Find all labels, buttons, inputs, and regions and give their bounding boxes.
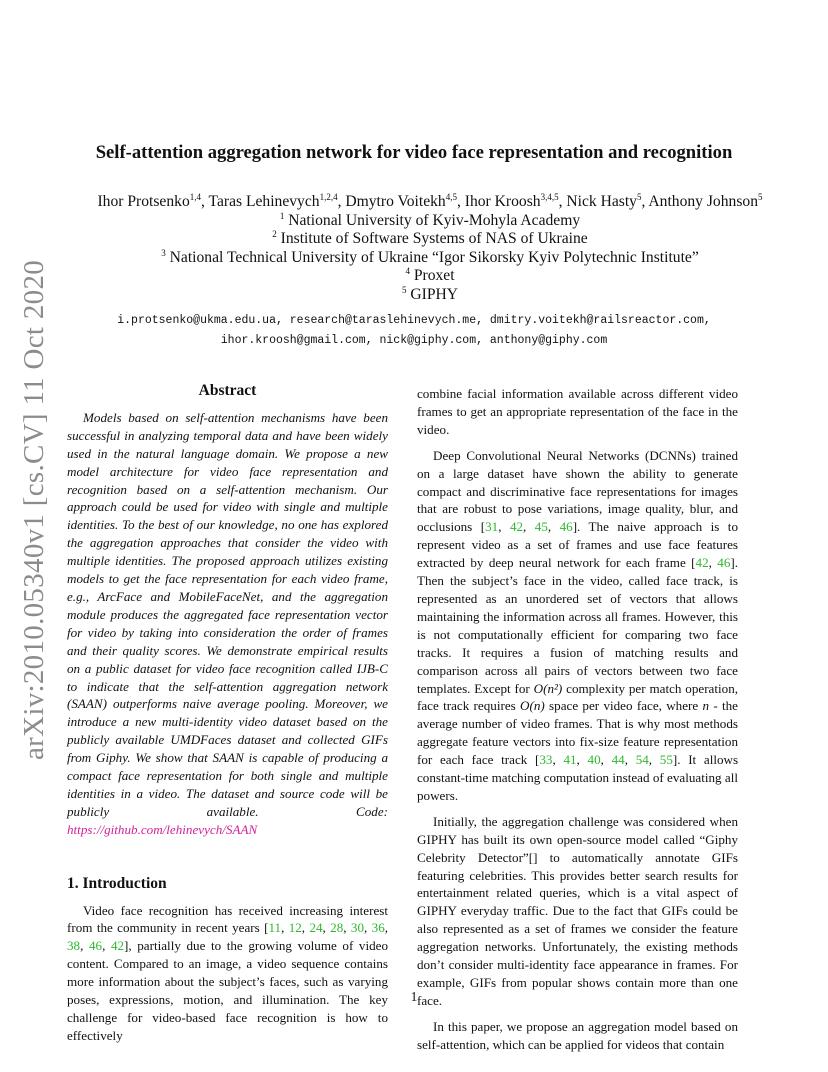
email-block (40, 311, 788, 351)
paragraph: combine facial information available across different video frames to get an appropriate representation of the face in the video. (417, 386, 738, 437)
right-column (417, 385, 738, 1054)
author-affil: 5 (636, 192, 642, 202)
author-name: Anthony Johnson (648, 193, 758, 210)
paragraph: In this paper, we propose an aggregation model based on self-attention, which can be applied for videos that contain (417, 1018, 738, 1052)
author-block (40, 193, 820, 304)
author-list: Ihor Protsenko$^{1,4}$, Taras Lehinevych$^{1,2,4}$, Dmytro Voitekh$^{4,5}$, Ihor Kroosh$^{3,4,5}$, Nick Hasty$^5$, Anthony Johnson$^5$ (97, 192, 763, 210)
citation-link[interactable]: 42 (110, 938, 125, 954)
intro-paragraph: Video face recognition has received increasing interest from the community in recent years [11, 12, 24, 28, 30, 36, 38, 46, 42], partially due to the growing volume of video content. Compared to an image, a video sequence contains more information about the subject’s faces, such as varying poses, expressions, motion, and illumination. The key challenge for video-based face recognition is how to effectively (67, 902, 389, 1043)
affiliation-line: $^4$ Proxet (405, 266, 455, 284)
citation-link[interactable]: 12 (288, 920, 302, 936)
code-link[interactable]: https://github.com/lehinevych/SAAN (67, 821, 258, 837)
citation-link[interactable]: 46 (88, 938, 103, 954)
paragraph: Initially, the aggregation challenge was considered when GIPHY has built its own open-source model called “Giphy Celebrity Detector”[] to automatically annotate GIFs featuring celebrities. This provides better search results for entertainment related queries, which is a vital aspect of GIPHY everyday traffic. Due to the fact that GIFs could be also represented as a set of frames we consider the feature aggregation networks. Unfortunately, the existing methods don’t consider multi-identity face appearance in frames. For example, GIFs from popular shows contain more than one face. (417, 813, 738, 1008)
paragraph: Deep Convolutional Neural Networks (DCNNs) trained on a large dataset have shown the ability to generate compact and discriminative face representations for images that are robust to pose variations, image quality, blur, and occlusions [31, 42, 45, 46]. The naive approach is to represent video as a set of frames and use face features extracted by deep neural network for each frame [42, 46]. Then the subject’s face in the video, called face track, is represented as an unordered set of vectors that allows maintaining the information across all frames. However, this is not computationally efficient for comparing two face tracks. It requires a fusion of matching results and comparison across all pairs of vectors between two face templates. Except for O(n²) complexity per match operation, face track requires O(n) space per video face, where n - the average number of video frames. That is why most methods aggregate feature vectors into fix-size feature representation for each face track [33, 41, 40, 44, 54, 55]. It allows constant-time matching computation instead of evaluating all powers. (417, 447, 739, 803)
math-expression: n (702, 698, 710, 714)
citation-link[interactable]: 46 (559, 519, 573, 535)
email-line: ihor.kroosh@gmail.com, nick@giphy.com, anthony@giphy.com (220, 334, 608, 347)
paper-title: Self-attention aggregation network for video face representation and recognition (95, 142, 733, 163)
abstract-heading: Abstract (198, 382, 257, 399)
citation-link[interactable]: 28 (330, 920, 344, 936)
author-affil: 5 (758, 192, 763, 202)
citation-link[interactable]: 33 (539, 752, 553, 768)
author-name: Ihor Kroosh (464, 193, 541, 210)
citation-link[interactable]: 54 (635, 752, 649, 768)
citation-link[interactable]: 41 (563, 752, 577, 768)
affiliation-line: $^1$ National University of Kyiv-Mohyla Academy (279, 210, 581, 229)
arxiv-stamp-text: arXiv:2010.05340v1 [cs.CV] 11 Oct 2020 (18, 259, 50, 760)
author-name: Taras Lehinevych (208, 193, 320, 210)
affiliation-line: $^5$ GIPHY (401, 284, 459, 303)
citation-link[interactable]: 11 (268, 920, 282, 936)
section-heading-introduction: 1. Introduction (67, 874, 167, 892)
affiliation-line: $^3$ National Technical University of Ukraine “Igor Sikorsky Kyiv Polytechnic Institute” (161, 247, 699, 266)
citation-link[interactable]: 55 (659, 752, 673, 768)
author-affil: 4,5 (445, 192, 457, 202)
citation-link[interactable]: 42 (695, 555, 709, 571)
citation-link[interactable]: 45 (534, 519, 548, 535)
affiliation-line: $^2$ Institute of Software Systems of NAS of Ukraine (272, 229, 588, 247)
citation-link[interactable]: 24 (309, 920, 323, 936)
email-line: i.protsenko@ukma.edu.ua, research@taraslehinevych.me, dmitry.voitekh@railsreactor.com, (117, 314, 711, 327)
author-affil: 3,4,5 (540, 192, 559, 202)
citation-link[interactable]: 46 (717, 555, 731, 571)
citation-link[interactable]: 30 (350, 920, 364, 936)
citation-link[interactable]: 36 (371, 920, 385, 936)
citation-link[interactable]: 42 (509, 519, 524, 535)
left-column (67, 382, 388, 1045)
citation-link[interactable]: 31 (485, 519, 499, 535)
author-name: Nick Hasty (566, 193, 637, 210)
math-expression: O(n) (520, 698, 545, 714)
author-affil: 1,2,4 (319, 192, 338, 202)
abstract-body: Models based on self-attention mechanisms have been successful in analyzing temporal data and have been widely used in the natural language domain. We propose a new model architecture for video face representation and recognition based on a self-attention mechanism. Our approach could be used for video with single and multiple identities. To the best of our knowledge, no one has explored the aggregation approaches that consider the video with multiple identities. The proposed approach utilizes existing models to get the face representation for each video frame, e.g., ArcFace and MobileFaceNet, and the aggregation module produces the aggregated face representation vector for video by taking into consideration the order of frames and their quality scores. We demonstrate empirical results on a public dataset for video face recognition called IJB-C to indicate that the self-attention aggregation network (SAAN) outperforms naive average pooling. Moreover, we introduce a new multi-identity video dataset based on the publicly available UMDFaces dataset and collected GIFs from Giphy. We show that SAAN is capable of producing a compact face representation for both single and multiple identities in a video. The dataset and source code will be publicly available. Code: https://github.com/lehinevych/SAAN (67, 409, 388, 837)
citation-link[interactable]: 44 (611, 752, 625, 768)
citation-link[interactable]: 40 (587, 752, 601, 768)
author-name: Ihor Protsenko (97, 193, 190, 210)
author-affil: 1,4 (189, 192, 201, 202)
page-number: 1 (410, 989, 418, 1004)
citation-link[interactable]: 38 (67, 938, 81, 954)
math-expression: O(n²) (533, 680, 563, 696)
author-name: Dmytro Voitekh (345, 193, 446, 210)
